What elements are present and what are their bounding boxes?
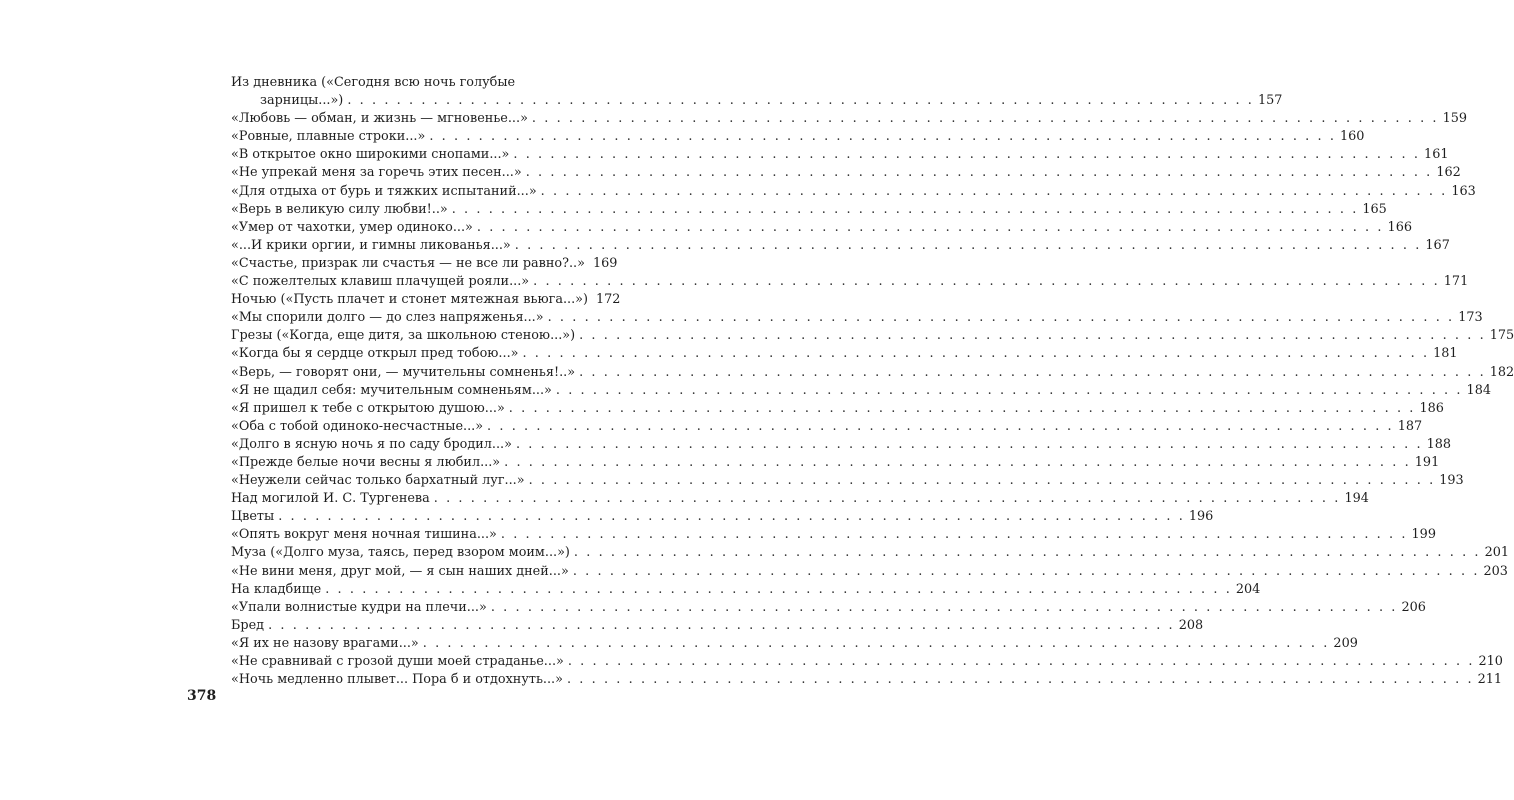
toc-entry-title: «Не упрекай меня за горечь этих песен...» [231,165,522,181]
toc-entry-title: «Для отдыха от бурь и тяжких испытаний...» [231,183,537,199]
dot-leader [579,364,1486,382]
toc-entry [231,255,618,273]
toc-entry-title: «В открытое окно широкими снопами...» [231,147,510,163]
toc-entry [231,454,1440,472]
toc-entry-title: «...И крики оргии, и гимны ликованья...» [231,237,511,253]
dot-leader [541,183,1448,201]
toc-entry-title: Над могилой И. С. Тургенева [231,491,430,507]
toc-entry-title: «Опять вокруг меня ночная тишина...» [231,527,497,543]
toc-entry-title: Бред [231,617,265,633]
toc-entry [231,237,1450,255]
toc-entry-page: 165 [1362,201,1387,217]
dot-leader [434,490,1341,508]
toc-entry-page: 175 [1489,328,1514,344]
dot-leader [325,581,1232,599]
toc-entry-title: «Упали волнистые кудри на плечи...» [231,599,487,615]
dot-leader [429,128,1336,146]
toc-entry [231,146,1449,164]
dot-leader [501,526,1408,544]
toc-entry [231,472,1464,490]
toc-entry-page: 203 [1483,563,1508,579]
toc-entry-title: «Ночь медленно плывет... Пора б и отдохнуть...» [231,672,563,688]
dot-leader [491,599,1398,617]
toc-entry-page: 201 [1484,545,1510,561]
toc-entry-page: 166 [1387,219,1412,235]
dot-leader [423,635,1330,653]
toc-entry [231,345,1458,363]
toc-entry-title: «Мы спорили долго — до слез напряженья...» [231,310,544,326]
toc-entry [231,508,1214,526]
toc-entry-page: 188 [1426,436,1452,452]
dot-leader [278,508,1185,526]
toc-entry [231,219,1412,237]
toc-entry-page: 184 [1466,382,1491,398]
toc-entry [231,291,621,309]
toc-entry-page: 182 [1489,364,1514,380]
toc-entry-title: Из дневника («Сегодня всю ночь голубые [231,75,516,90]
toc-entry [231,544,1510,562]
toc-entry [231,164,1461,182]
toc-entry-page: 204 [1235,581,1261,597]
toc-entry-title: Муза («Долго муза, таясь, перед взором моим...») [231,545,570,561]
dot-leader [522,345,1429,363]
toc-entry [231,183,1476,201]
dot-leader [533,273,1440,291]
toc-entry [231,581,1261,599]
toc-entry-title: «Не вини меня, друг мой, — я сын наших дней...» [231,563,569,579]
toc-entry [231,635,1358,653]
toc-entry-page: 181 [1433,346,1458,362]
toc-entry-page: 210 [1478,654,1503,669]
toc-entry [231,382,1491,400]
dot-leader [268,617,1175,635]
dot-leader [529,472,1436,490]
toc-entry-title: «Неужели сейчас только бархатный луг...» [231,473,525,489]
toc-entry-page: 186 [1419,400,1444,416]
dot-leader [452,201,1359,219]
toc-entry-title: «Прежде белые ночи весны я любил...» [231,454,501,470]
toc-entry-page: 172 [595,292,621,308]
toc-entry-page: 173 [1458,310,1483,326]
page-number: 378 [187,688,217,704]
toc-entry-page: 171 [1443,274,1469,290]
toc-entry [231,436,1452,454]
toc-entry [231,418,1423,436]
toc-entry [231,400,1444,418]
toc-entry-page: 209 [1333,635,1358,651]
dot-leader [526,164,1433,182]
toc-entry-page: 187 [1397,418,1423,434]
dot-leader [574,544,1481,562]
toc-entry-page: 193 [1439,473,1464,489]
dot-leader [504,454,1411,472]
toc-entry [231,653,1503,671]
toc-entry-page: 196 [1188,509,1214,525]
toc-entry [231,526,1436,544]
toc-entry-title: «Любовь — обман, и жизнь — мгновенье...» [231,111,528,127]
dot-leader [573,563,1480,581]
toc-entry [231,327,1514,345]
dot-leader [515,237,1422,255]
toc-entry-page: 161 [1424,147,1449,163]
toc-entry [231,490,1369,508]
toc-entry-title: «Умер от чахотки, умер одиноко...» [231,219,473,235]
dot-leader [579,327,1486,345]
toc-entry-title: Цветы [231,509,275,525]
toc-entry-title: «Не сравнивай с грозой души моей страданье...» [231,654,564,669]
toc-entry-title: зарницы...») [260,93,344,109]
toc-entry-title: «Счастье, призрак ли счастья — не все ли равно?..» [231,255,585,271]
toc-entry-page: 208 [1178,617,1204,633]
toc-entry-title: «Я не щадил себя: мучительным сомненьям...» [231,382,552,398]
dot-leader [509,400,1416,418]
toc-entry [231,273,1469,291]
table-of-contents [231,74,1514,689]
toc-entry-page: 167 [1425,237,1450,253]
toc-entry-title: «Я пришел к тебе с открытою душою...» [231,400,505,416]
dot-leader [516,436,1423,454]
toc-entry [231,617,1204,635]
toc-entry [231,309,1483,327]
dot-leader [347,92,1254,110]
toc-entry-title: Ночью («Пусть плачет и стонет мятежная вьюга...») [231,292,588,308]
dot-leader [568,653,1475,671]
toc-entry [231,563,1508,581]
dot-leader [477,219,1384,237]
toc-entry-page: 160 [1340,129,1365,145]
toc-entry-title: На кладбище [231,581,322,597]
toc-entry-title: Грезы («Когда, еще дитя, за школьною стеною...») [231,328,576,344]
toc-entry-title: «С пожелтелых клавиш плачущей рояли...» [231,274,530,290]
toc-entry [231,671,1503,689]
toc-entry-title: «Оба с тобой одиноко-несчастные...» [231,418,484,434]
toc-entry-page: 194 [1344,491,1369,507]
dot-leader [548,309,1455,327]
dot-leader [513,146,1420,164]
toc-entry-page: 159 [1442,111,1468,127]
dot-leader [567,671,1474,689]
toc-entry [231,128,1365,146]
toc-entry-title: «Ровные, плавные строки...» [231,129,426,145]
toc-entry-page: 211 [1477,672,1503,688]
dot-leader [556,382,1463,400]
toc-entry-page: 206 [1401,599,1426,615]
toc-entry-title: «Верь, — говорят они, — мучительны сомненья!..» [231,364,576,380]
toc-entry-title: «Долго в ясную ночь я по саду бродил...» [231,436,512,452]
toc-entry [231,92,1283,110]
toc-entry-page: 169 [592,255,618,271]
toc-entry-title: «Я их не назову врагами...» [231,635,419,651]
toc-entry-page: 191 [1414,454,1440,470]
toc-entry [231,599,1426,617]
toc-entry [231,364,1514,382]
toc-entry [231,110,1468,128]
toc-entry-page: 162 [1436,165,1461,181]
toc-entry-title: «Верь в великую силу любви!..» [231,201,448,217]
toc-entry-page: 163 [1451,183,1476,199]
toc-entry-title: «Когда бы я сердце открыл пред тобою...» [231,346,519,362]
toc-entry [231,201,1387,219]
toc-entry-page: 157 [1257,93,1283,109]
toc-entry-page: 199 [1411,527,1436,543]
toc-entry-title-line [231,74,611,92]
dot-leader [487,418,1394,436]
dot-leader [532,110,1439,128]
